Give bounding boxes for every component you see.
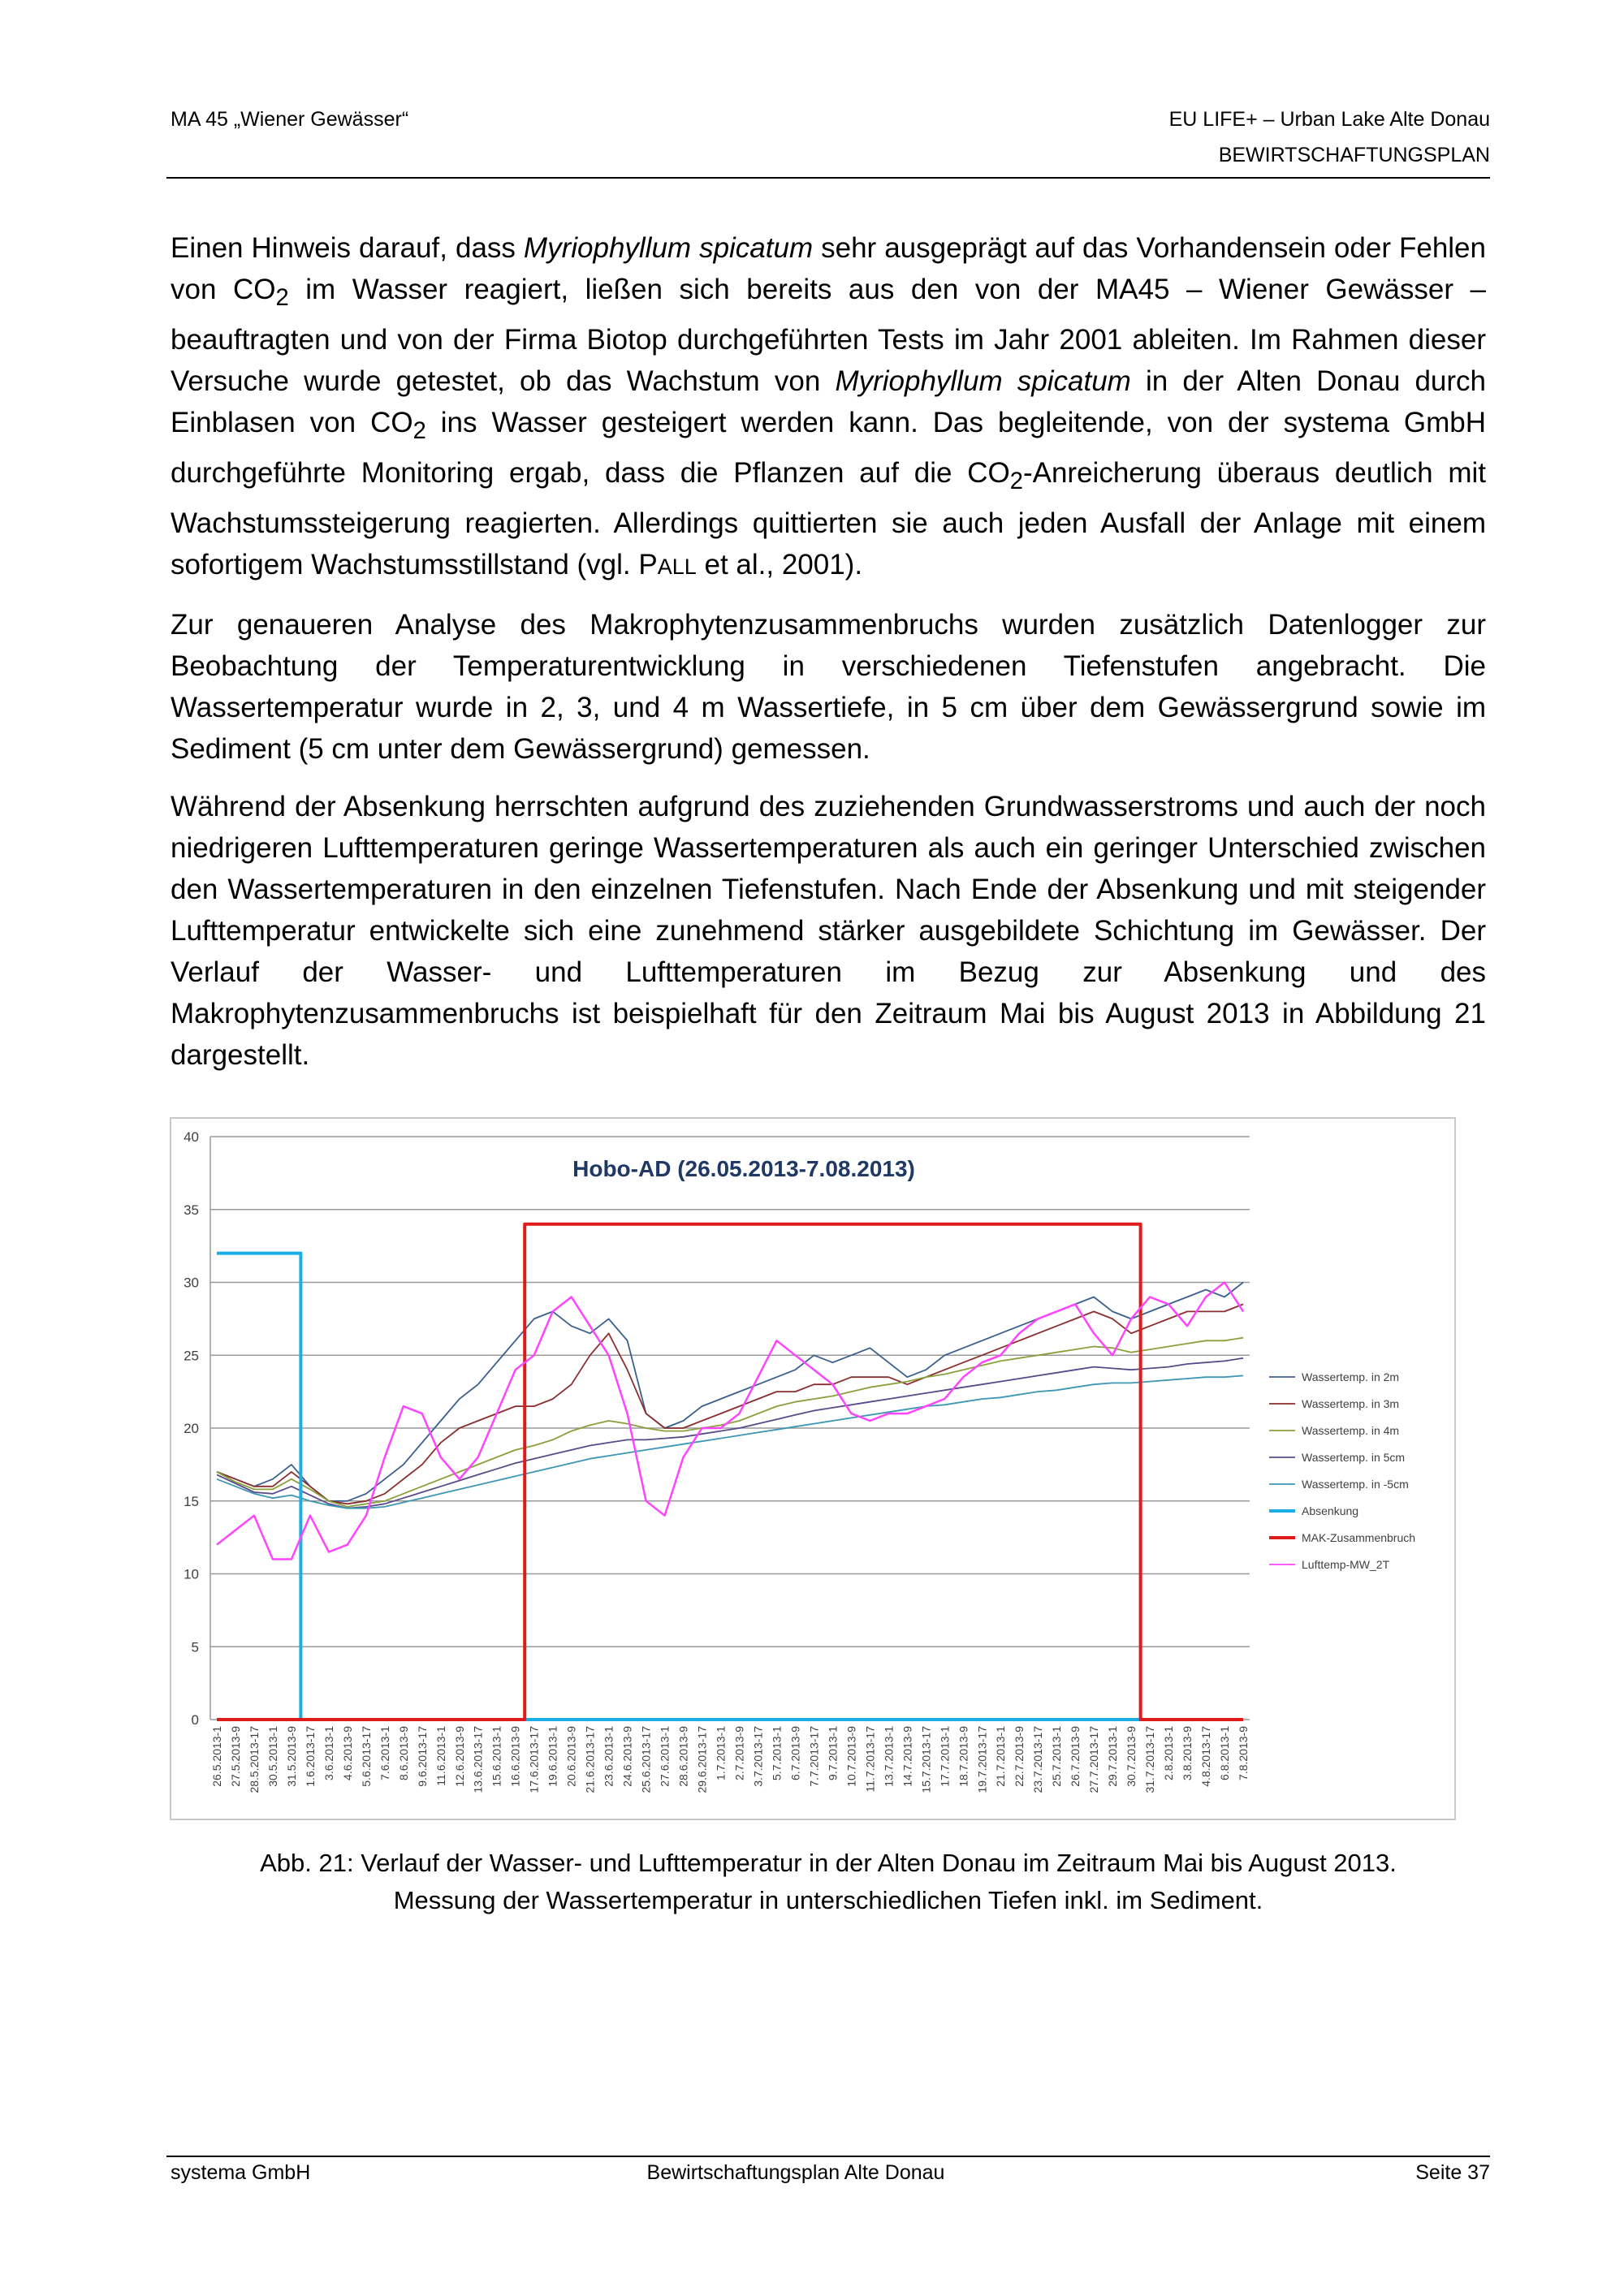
x-tick-label: 15.7.2013-17 (919, 1726, 933, 1793)
legend-label: Wassertemp. in 3m (1302, 1397, 1400, 1410)
legend-label: Wassertemp. in 5cm (1302, 1451, 1406, 1464)
x-tick-label: 20.6.2013-9 (564, 1726, 578, 1787)
footer-center: Bewirtschaftungsplan Alte Donau (646, 2161, 945, 2184)
footer-left: systema GmbH (171, 2161, 311, 2184)
x-tick-label: 25.7.2013-1 (1050, 1726, 1064, 1787)
y-tick-label: 35 (184, 1202, 199, 1218)
x-tick-label: 13.7.2013-1 (882, 1726, 896, 1787)
series-line-luft (217, 1283, 1243, 1560)
x-tick-label: 27.6.2013-1 (658, 1726, 672, 1787)
figure-caption-line2: Messung der Wassertemperatur in unterschiedlichen Tiefen inkl. im Sediment. (393, 1886, 1263, 1914)
x-tick-label: 8.6.2013-9 (396, 1726, 410, 1780)
legend-label: Absenkung (1302, 1504, 1359, 1517)
chart-frame (170, 1117, 1456, 1820)
series-line-w3m (217, 1304, 1243, 1504)
y-tick-label: 25 (184, 1348, 199, 1364)
x-tick-label: 12.6.2013-9 (452, 1726, 466, 1787)
x-tick-label: 9.6.2013-17 (415, 1726, 429, 1787)
species-name: Myriophyllum spicatum (835, 365, 1131, 397)
legend-label: Wassertemp. in -5cm (1302, 1478, 1409, 1491)
x-tick-label: 2.8.2013-1 (1162, 1726, 1176, 1780)
x-tick-label: 23.6.2013-1 (602, 1726, 615, 1787)
y-tick-label: 20 (184, 1421, 199, 1436)
x-tick-label: 3.7.2013-17 (751, 1726, 765, 1787)
x-tick-label: 30.5.2013-1 (266, 1726, 279, 1787)
y-tick-label: 5 (191, 1639, 199, 1655)
y-tick-label: 10 (184, 1566, 199, 1582)
x-tick-label: 16.6.2013-9 (508, 1726, 522, 1787)
header-right-line2: BEWIRTSCHAFTUNGSPLAN (1218, 144, 1490, 166)
series-line-w2m (217, 1283, 1243, 1501)
series-line-w5cm (217, 1358, 1243, 1508)
x-tick-label: 21.6.2013-17 (583, 1726, 597, 1793)
x-tick-label: 7.8.2013-9 (1237, 1726, 1250, 1780)
x-tick-label: 15.6.2013-1 (490, 1726, 503, 1787)
x-tick-label: 23.7.2013-17 (1031, 1726, 1045, 1793)
x-tick-label: 9.7.2013-1 (826, 1726, 840, 1780)
x-tick-label: 27.7.2013-17 (1087, 1726, 1101, 1793)
x-tick-label: 26.5.2013-1 (210, 1726, 223, 1787)
x-tick-label: 7.6.2013-1 (378, 1726, 391, 1780)
x-tick-label: 4.6.2013-9 (340, 1726, 354, 1780)
paragraph-1: Einen Hinweis darauf, dass Myriophyllum spicatum sehr ausgeprägt auf das Vorhandensein oder Fehlen von $CO_2$ im Wasser reagiert, ließen sich bereits aus den von der MA45 – Wiener Gewässer – beauftragten und von der Firma Biotop durchgeführten Tests im Jahr 2001 ableiten. Im Rahmen dieser Versuche wurde getestet, ob das Wachstum von Myriophyllum spicatum in der Alten Donau durch Einblasen von $CO_2$ ins Wasser gesteigert werden kann. Das begleitende, von der systema GmbH durchgeführte Monitoring ergab, dass die Pflanzen auf die $CO_2$-Anreicherung überaus deutlich mit Wachstumssteigerung reagierten. Allerdings quittierten sie auch jeden Ausfall der Anlage mit einem sofortigem Wachstumsstillstand (vgl. PALL et al., 2001). (171, 232, 1487, 580)
temperature-chart (171, 1119, 1454, 1819)
x-tick-label: 28.5.2013-17 (247, 1726, 261, 1793)
header-left: MA 45 „Wiener Gewässer“ (171, 108, 409, 131)
x-tick-label: 1.6.2013-17 (303, 1726, 317, 1787)
x-tick-label: 25.6.2013-17 (639, 1726, 653, 1793)
figure-caption-line1: Abb. 21: Verlauf der Wasser- und Lufttemperatur in der Alten Donau im Zeitraum Mai bis August 2013. (260, 1849, 1397, 1877)
x-tick-label: 4.8.2013-17 (1199, 1726, 1213, 1787)
y-axis (184, 1129, 210, 1728)
x-tick-label: 5.6.2013-17 (359, 1726, 373, 1787)
x-tick-label: 27.5.2013-9 (228, 1726, 242, 1787)
header-right-line1: EU LIFE+ – Urban Lake Alte Donau (1168, 108, 1490, 131)
x-tick-label: 29.6.2013-17 (695, 1726, 709, 1793)
x-tick-label: 28.6.2013-9 (676, 1726, 690, 1787)
x-tick-label: 24.6.2013-9 (620, 1726, 634, 1787)
x-tick-label: 11.7.2013-17 (863, 1726, 877, 1793)
chart-series (217, 1224, 1243, 1720)
x-tick-label: 11.6.2013-1 (434, 1726, 447, 1786)
x-tick-label: 3.8.2013-9 (1181, 1726, 1194, 1780)
chart-title: Hobo-AD (26.05.2013-7.08.2013) (572, 1156, 915, 1181)
x-axis (210, 1726, 1250, 1793)
x-tick-label: 17.6.2013-17 (527, 1726, 541, 1793)
y-tick-label: 40 (184, 1129, 199, 1145)
x-tick-label: 10.7.2013-9 (844, 1726, 858, 1787)
x-tick-label: 31.7.2013-17 (1143, 1726, 1157, 1793)
species-name: Myriophyllum spicatum (523, 232, 814, 264)
footer-right: Seite 37 (1415, 2161, 1490, 2184)
body-text (171, 227, 1486, 1092)
x-tick-label: 1.7.2013-1 (714, 1726, 728, 1780)
y-tick-label: 15 (184, 1493, 199, 1509)
x-tick-label: 29.7.2013-1 (1106, 1726, 1120, 1787)
legend-label: Wassertemp. in 4m (1302, 1424, 1400, 1437)
series-line-absenkung (217, 1254, 1243, 1720)
y-tick-label: 0 (191, 1712, 199, 1728)
x-tick-label: 14.7.2013-9 (901, 1726, 914, 1787)
x-tick-label: 2.7.2013-9 (732, 1726, 746, 1780)
paragraph-3: Während der Absenkung herrschten aufgrund des zuziehenden Grundwasserstroms und auch der noch niedrigeren Lufttemperaturen geringe Wassertemperaturen als auch ein geringer Unterschied zwischen den Wassertemperaturen in den einzelnen Tiefenstufen. Nach Ende der Absenkung und mit steigender Lufttemperatur entwickelte sich eine zunehmend stärker ausgebildete Schichtung im Gewässer. Der Verlauf der Wasser- und Lufttemperaturen im Bezug zur Absenkung und des Makrophytenzusammenbruchs ist beispielhaft für den Zeitraum Mai bis August 2013 in Abbildung 21 dargestellt. (171, 791, 1486, 1071)
header-rule (166, 177, 1490, 179)
x-tick-label: 22.7.2013-9 (1013, 1726, 1026, 1787)
series-line-w4m (217, 1338, 1243, 1507)
x-tick-label: 5.7.2013-1 (770, 1726, 784, 1780)
y-tick-label: 30 (184, 1275, 199, 1291)
x-tick-label: 3.6.2013-1 (322, 1726, 335, 1780)
x-tick-label: 17.7.2013-1 (938, 1726, 952, 1787)
paragraph-2: Zur genaueren Analyse des Makrophytenzusammenbruchs wurden zusätzlich Datenlogger zur Beobachtung der Temperaturentwicklung in verschiedenen Tiefenstufen angebracht. Die Wassertemperatur wurde in 2, 3, und 4 m Wassertiefe, in 5 cm über dem Gewässergrund sowie im Sediment (5 cm unter dem Gewässergrund) gemessen. (171, 609, 1486, 765)
x-tick-label: 19.7.2013-17 (975, 1726, 989, 1793)
x-tick-label: 21.7.2013-1 (994, 1726, 1008, 1787)
legend-label: MAK-Zusammenbruch (1302, 1531, 1416, 1544)
x-tick-label: 30.7.2013-9 (1125, 1726, 1138, 1787)
chart-legend (1269, 1370, 1415, 1571)
x-tick-label: 31.5.2013-9 (284, 1726, 298, 1787)
x-tick-label: 6.7.2013-9 (788, 1726, 802, 1780)
legend-label: Wassertemp. in 2m (1302, 1370, 1400, 1383)
x-tick-label: 18.7.2013-9 (957, 1726, 970, 1787)
x-tick-label: 13.6.2013-17 (471, 1726, 485, 1793)
x-tick-label: 6.8.2013-1 (1218, 1726, 1232, 1780)
x-tick-label: 26.7.2013-9 (1069, 1726, 1082, 1787)
x-tick-label: 7.7.2013-17 (807, 1726, 821, 1787)
legend-label: Lufttemp-MW_2T (1302, 1558, 1390, 1571)
x-tick-label: 19.6.2013-1 (546, 1726, 559, 1787)
footer-rule (166, 2156, 1490, 2157)
